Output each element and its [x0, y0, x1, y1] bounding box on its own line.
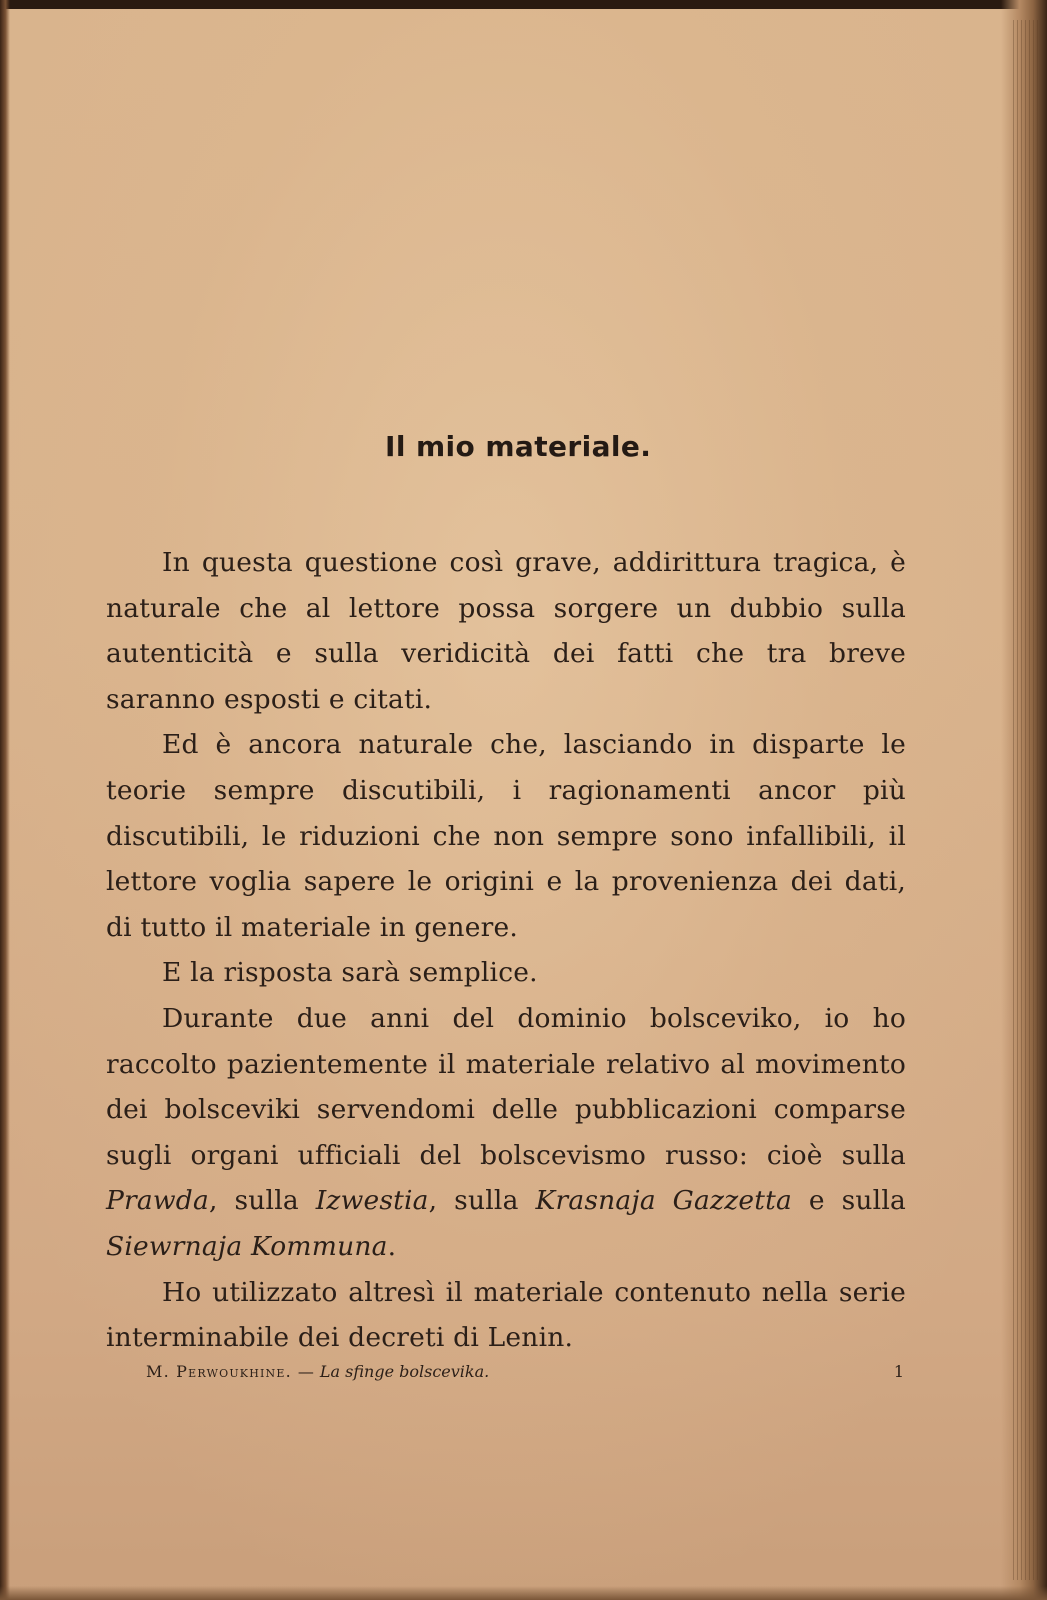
- paragraph: Ho utilizzato altresì il materiale contenuto nella serie interminabile dei decreti di Lenin.: [106, 1276, 906, 1354]
- paragraph-text: Durante due anni del dominio bolsceviko, io ho raccolto pazientemente il materiale relativo al movimento dei bolsceviki servendomi delle pubblicazioni comparse sugli organi ufficiali del bolscevismo russo: cioè sulla: [106, 1002, 906, 1171]
- page-number: 1: [893, 1362, 904, 1381]
- paragraph-text: .: [387, 1230, 397, 1262]
- paragraph: [106, 996, 906, 1270]
- paragraph: Ed è ancora naturale che, lasciando in disparte le teorie sempre discutibili, i ragionamenti ancor più discutibili, le riduzioni che non sempre sono infallibili, il lettore voglia sapere le origini e la provenienza dei dati, di tutto il materiale in genere.: [106, 729, 906, 943]
- paragraph-text: e sulla: [791, 1185, 907, 1217]
- page-top-edge: [0, 0, 1047, 9]
- body-text: [106, 540, 906, 1361]
- paragraph-text: , sulla: [208, 1185, 316, 1217]
- paragraph: E la risposta sarà semplice.: [162, 957, 538, 989]
- footer-book-title: La sfinge bolscevika.: [319, 1362, 490, 1381]
- page-stack-edges: [1013, 20, 1039, 1580]
- page-bottom-edge: [0, 1586, 1047, 1600]
- footer-author: M. Perwoukhine.: [146, 1362, 292, 1381]
- footer-separator: —: [297, 1362, 314, 1381]
- page-left-edge: [0, 0, 10, 1600]
- publication-title: Izwestia: [315, 1185, 429, 1217]
- publication-title: Siewrnaja Kommuna: [106, 1230, 388, 1262]
- page-footer: [146, 1362, 904, 1381]
- paragraph: In questa questione così grave, addirittura tragica, è naturale che al lettore possa sorgere un dubbio sulla autenticità e sulla veridicità dei fatti che tra breve saranno esposti e citati.: [106, 547, 906, 715]
- chapter-heading: Il mio materiale.: [385, 430, 652, 463]
- paragraph-text: , sulla: [428, 1185, 536, 1217]
- publication-title: Prawda: [106, 1185, 209, 1217]
- publication-title: Krasnaja Gazzetta: [535, 1185, 792, 1217]
